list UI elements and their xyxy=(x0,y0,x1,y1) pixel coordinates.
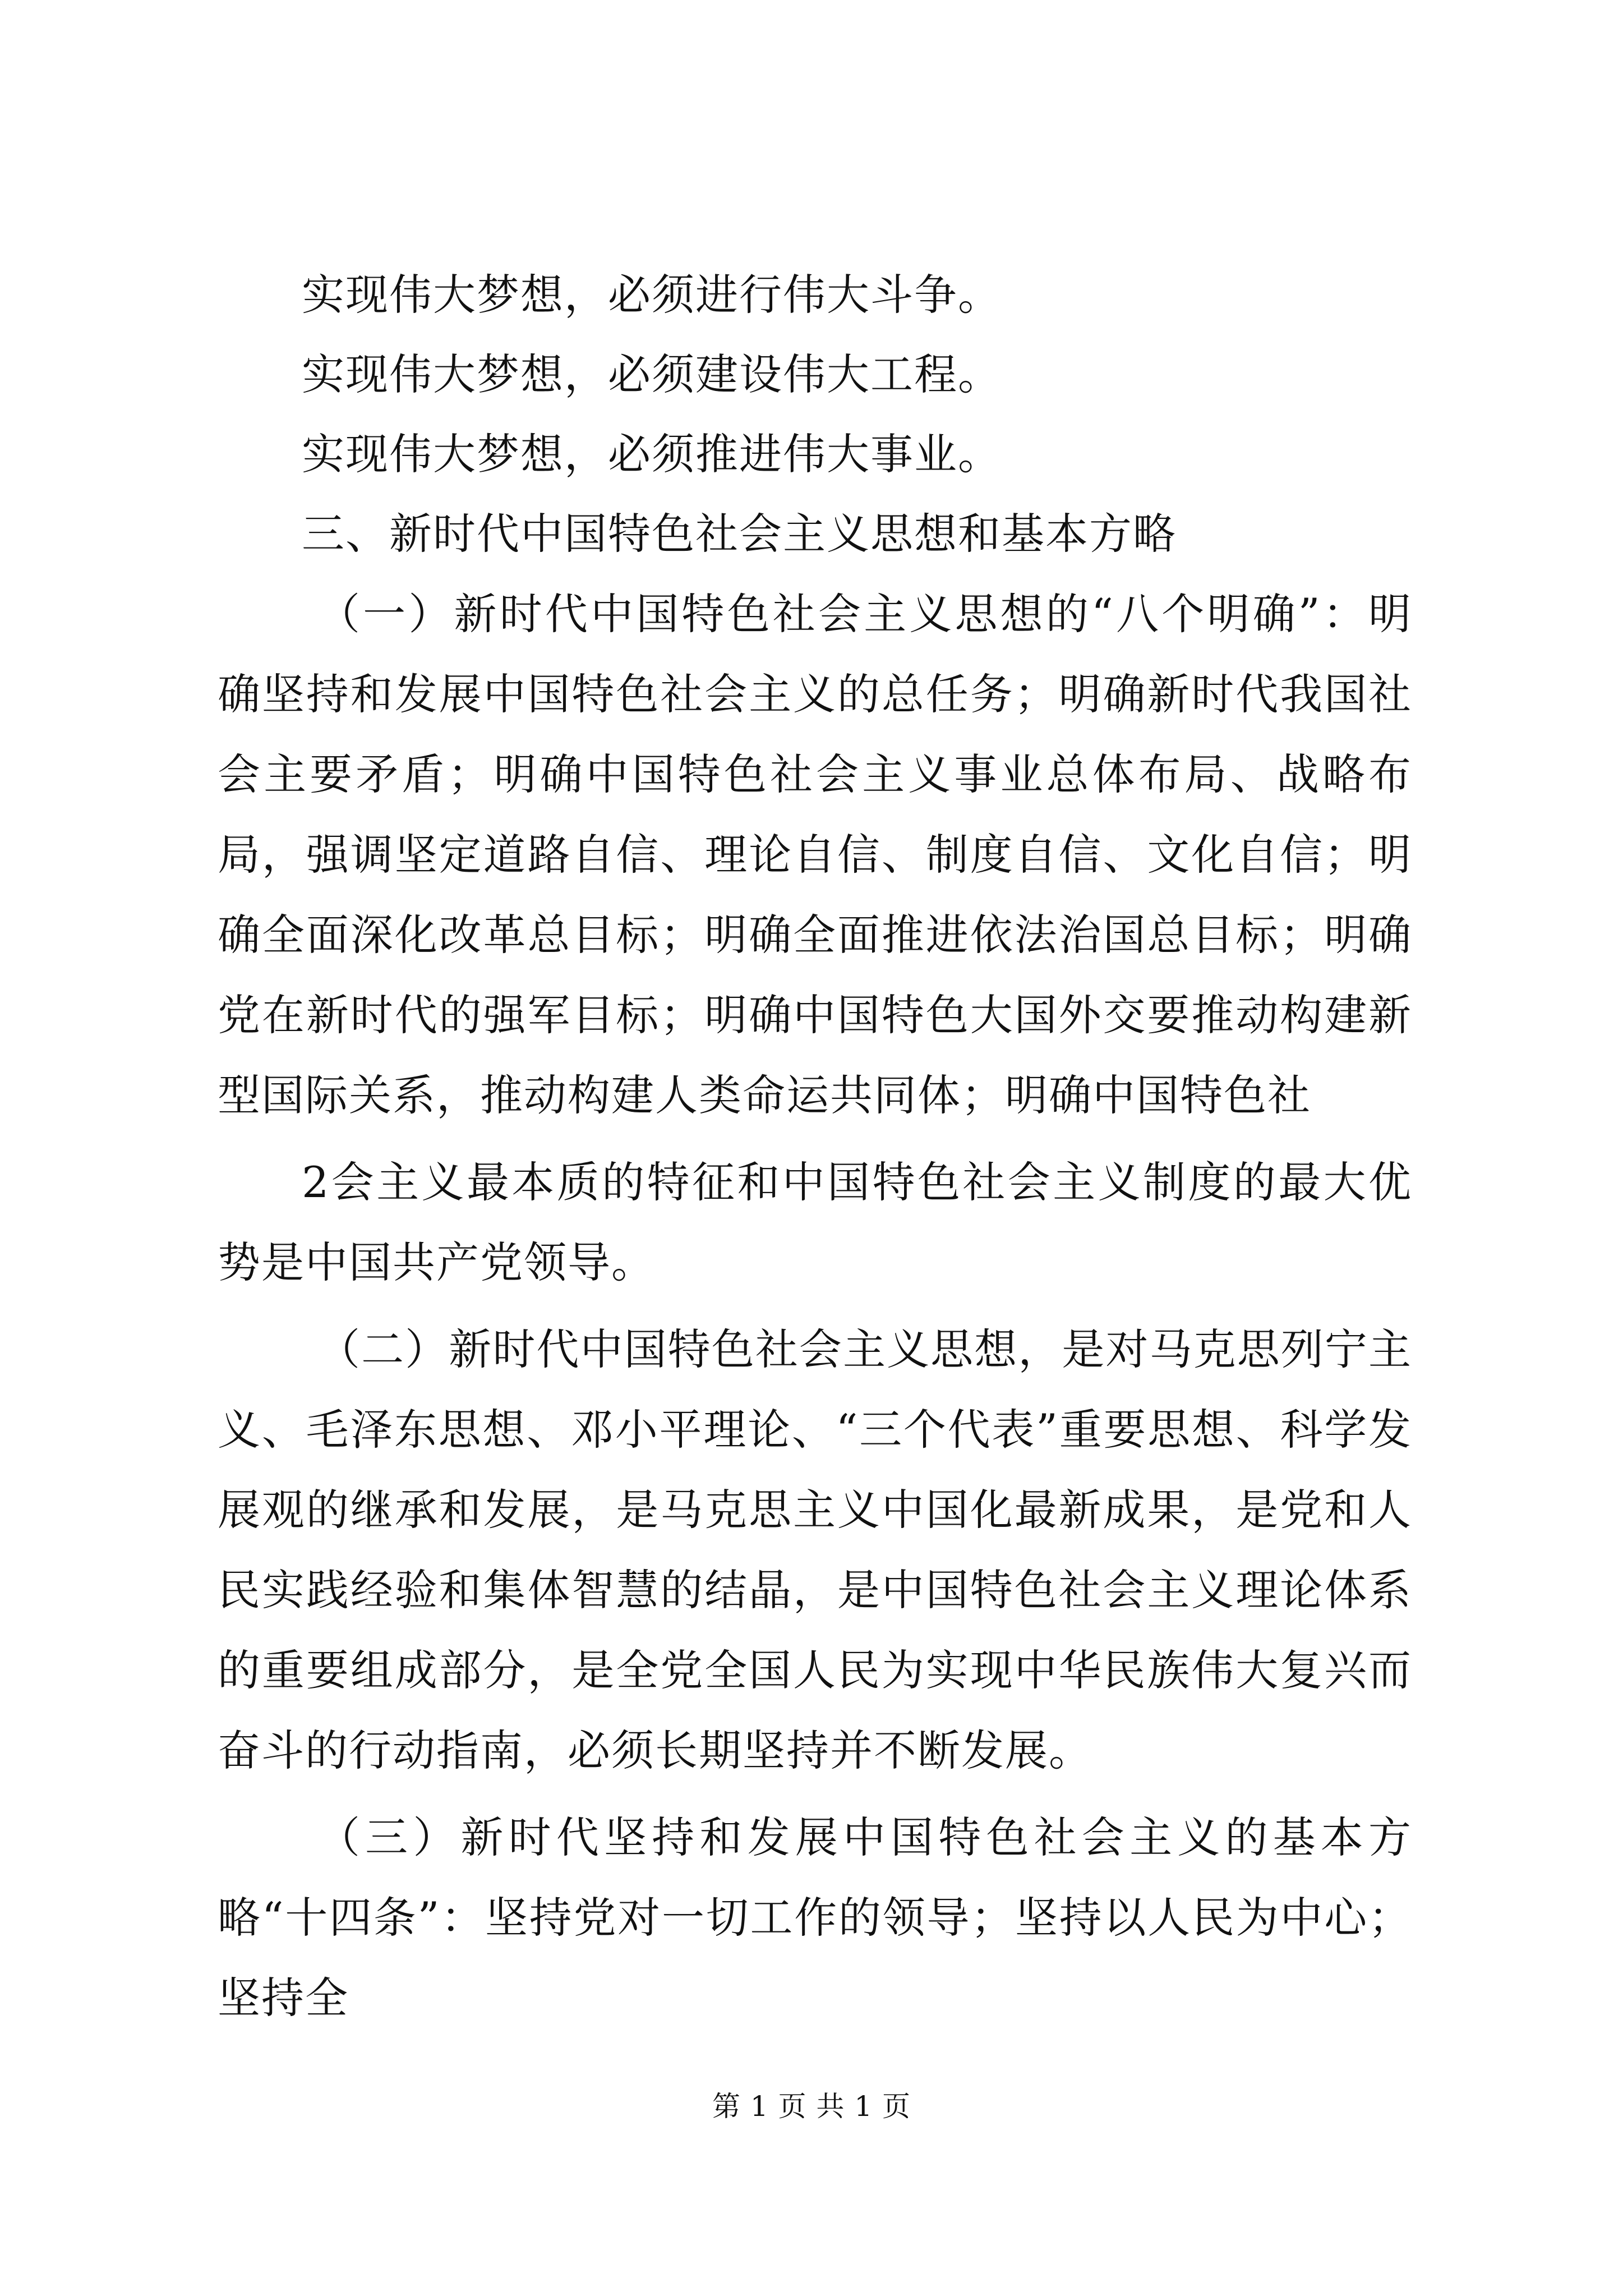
paragraph: 2会主义最本质的特征和中国特色社会主义制度的最大优势是中国共产党领导。 xyxy=(218,1157,1412,1287)
document-body xyxy=(218,255,1412,2038)
paragraph: （一）新时代中国特色社会主义思想的“八个明确”：明确坚持和发展中国特色社会主义的总任务；明确新时代我国社会主要矛盾；明确中国特色社会主义事业总体布局、战略布局，强调坚定道路自信、理论自信、制度自信、文化自信；明确全面深化改革总目标；明确全面推进依法治国总目标；明确党在新时代的强军目标；明确中国特色大国外交要推动构建新型国际关系，推动构建人类命运共同体；明确中国特色社 xyxy=(218,589,1412,1120)
text-line: 实现伟大梦想，必须推进伟大事业。 xyxy=(302,429,1002,479)
text-line: 实现伟大梦想，必须建设伟大工程。 xyxy=(302,349,1002,399)
paragraph: （三）新时代坚持和发展中国特色社会主义的基本方略“十四条”：坚持党对一切工作的领导；坚持以人民为中心；坚持全 xyxy=(218,1812,1412,2023)
paragraph: （二）新时代中国特色社会主义思想，是对马克思列宁主义、毛泽东思想、邓小平理论、“三个代表”重要思想、科学发展观的继承和发展，是马克思主义中国化最新成果，是党和人民实践经验和集体智慧的结晶，是中国特色社会主义理论体系的重要组成部分，是全党全国人民为实现中华民族伟大复兴而奋斗的行动指南，必须长期坚持并不断发展。 xyxy=(218,1324,1412,1775)
page-footer: 第 1 页 共 1 页 xyxy=(712,2090,911,2123)
section-heading: 三、新时代中国特色社会主义思想和基本方略 xyxy=(302,509,1177,559)
text-line: 实现伟大梦想，必须进行伟大斗争。 xyxy=(302,270,1002,320)
